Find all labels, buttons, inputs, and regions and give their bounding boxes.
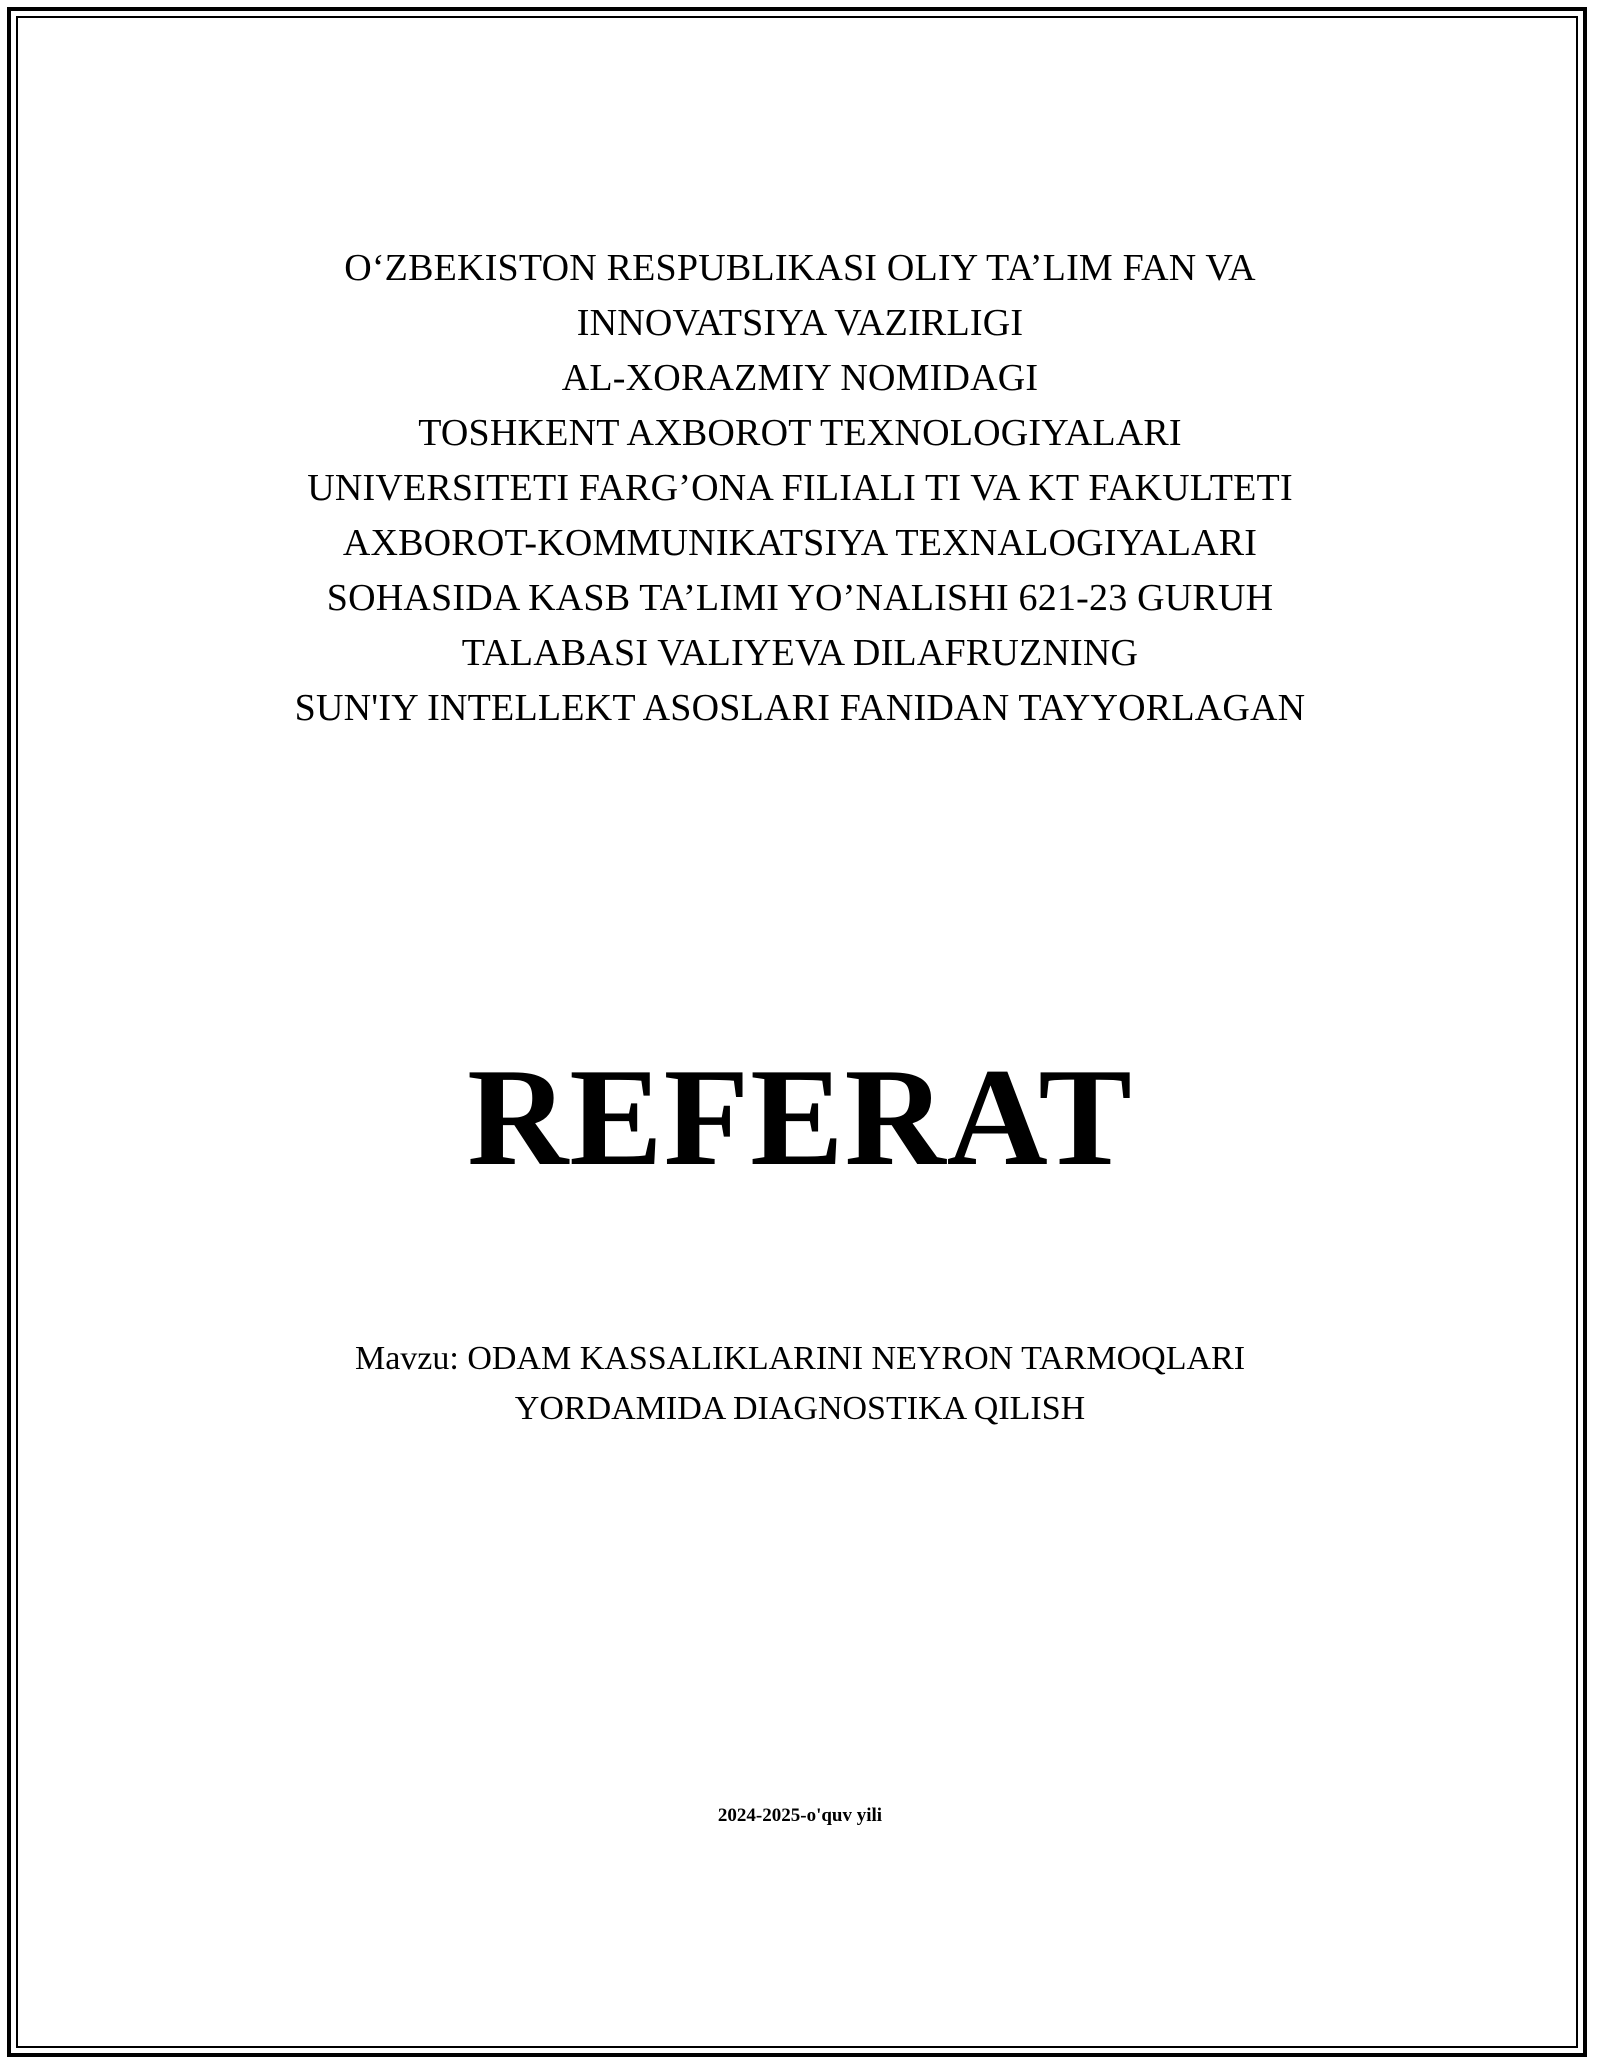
header-line: TOSHKENT AXBOROT TEXNOLOGIYALARI xyxy=(418,412,1182,454)
header-line: SUN'IY INTELLEKT ASOSLARI FANIDAN TAYYORLAGAN xyxy=(294,687,1306,729)
header-line: AL-XORAZMIY NOMIDAGI xyxy=(561,357,1039,399)
header-line: TALABASI VALIYEVA DILAFRUZNING xyxy=(461,632,1139,674)
topic-line: Mavzu: ODAM KASSALIKLARINI NEYRON TARMOQLARI xyxy=(354,1340,1246,1377)
academic-year: 2024-2025-o'quv yili xyxy=(717,1805,883,1826)
header-line: O‘ZBEKISTON RESPUBLIKASI OLIY TA’LIM FAN VA xyxy=(344,247,1256,289)
header-line: UNIVERSITETI FARG’ONA FILIALI TI VA KT FAKULTETI xyxy=(307,467,1293,509)
header-line: SOHASIDA KASB TA’LIMI YO’NALISHI 621-23 GURUH xyxy=(326,577,1274,619)
topic-line: YORDAMIDA DIAGNOSTIKA QILISH xyxy=(514,1390,1086,1427)
topic-block xyxy=(0,1334,1600,1434)
document-title: REFERAT xyxy=(467,1040,1133,1195)
header-line: AXBOROT-KOMMUNIKATSIYA TEXNALOGIYALARI xyxy=(342,522,1258,564)
header-line: INNOVATSIYA VAZIRLIGI xyxy=(576,302,1024,344)
institution-header xyxy=(0,241,1600,736)
